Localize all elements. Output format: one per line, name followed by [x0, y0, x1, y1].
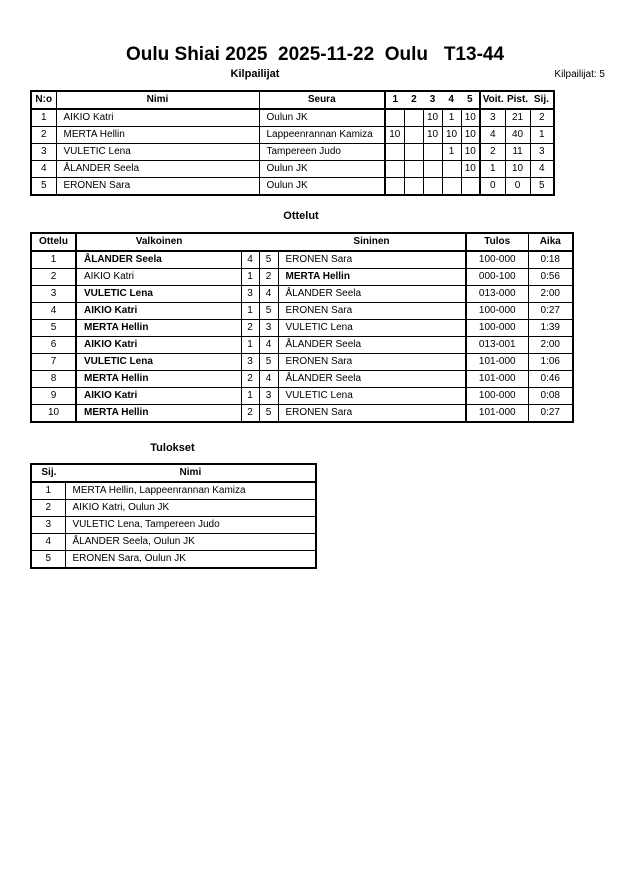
- sininen-number: 5: [259, 354, 278, 371]
- placement: 5: [530, 178, 554, 196]
- col-header-valkoinen: Valkoinen: [135, 236, 183, 247]
- valkoinen-number: 3: [241, 286, 259, 303]
- valkoinen-name: AIKIO Katri: [76, 303, 241, 320]
- match-number: 7: [31, 354, 76, 371]
- match-number: 2: [31, 269, 76, 286]
- score-vs-1: [385, 144, 404, 161]
- competitor-no: 1: [31, 109, 56, 127]
- sininen-name: VULETIC Lena: [278, 320, 466, 337]
- sininen-number: 5: [259, 251, 278, 269]
- result-placement: 1: [31, 482, 65, 500]
- sininen-name: ÅLANDER Seela: [278, 286, 466, 303]
- col-headers-sides: [76, 233, 466, 251]
- col-headers-stats: [480, 91, 554, 109]
- valkoinen-name: ÅLANDER Seela: [76, 251, 241, 269]
- match-time: 0:18: [528, 251, 573, 269]
- competitor-club: Lappeenrannan Kamiza: [259, 127, 385, 144]
- score-vs-1: [385, 178, 404, 196]
- competitors-count: Kilpailijat: 5: [554, 69, 605, 80]
- col-header-1: 1: [392, 94, 399, 105]
- result-placement: 4: [31, 534, 65, 551]
- result-name: ERONEN Sara, Oulun JK: [65, 551, 316, 569]
- match-number: 9: [31, 388, 76, 405]
- col-header-no: N:o: [31, 91, 56, 109]
- tulokset-header-row: [31, 464, 316, 482]
- score-vs-1: 10: [385, 127, 404, 144]
- competitor-name: VULETIC Lena: [56, 144, 259, 161]
- match-result: 013-000: [466, 286, 528, 303]
- sininen-name: ÅLANDER Seela: [278, 337, 466, 354]
- ottelut-row: [31, 388, 573, 405]
- placement: 1: [530, 127, 554, 144]
- sininen-number: 5: [259, 303, 278, 320]
- match-time: 0:46: [528, 371, 573, 388]
- ottelut-table: [30, 232, 574, 423]
- wins: 3: [480, 109, 505, 127]
- competitor-no: 4: [31, 161, 56, 178]
- match-number: 3: [31, 286, 76, 303]
- valkoinen-name: AIKIO Katri: [76, 388, 241, 405]
- competitor-name: ERONEN Sara: [56, 178, 259, 196]
- match-time: 0:27: [528, 303, 573, 320]
- col-header-numbers-spacer: [241, 234, 278, 250]
- score-vs-4: 10: [442, 127, 461, 144]
- match-result: 000-100: [466, 269, 528, 286]
- valkoinen-name: VULETIC Lena: [76, 286, 241, 303]
- ottelut-section-title: Ottelut: [283, 210, 319, 222]
- ottelut-row: [31, 371, 573, 388]
- col-header-4: 4: [448, 94, 454, 105]
- kilpailijat-row: [31, 178, 554, 196]
- score-vs-2: [404, 161, 423, 178]
- result-placement: 3: [31, 517, 65, 534]
- match-time: 0:27: [528, 405, 573, 423]
- valkoinen-name: AIKIO Katri: [76, 269, 241, 286]
- sininen-number: 3: [259, 320, 278, 337]
- competitor-no: 2: [31, 127, 56, 144]
- kilpailijat-row: [31, 161, 554, 178]
- sininen-number: 5: [259, 405, 278, 423]
- score-vs-3: 10: [423, 109, 442, 127]
- placement: 4: [530, 161, 554, 178]
- col-headers-opponents: [385, 91, 480, 109]
- competitor-name: AIKIO Katri: [56, 109, 259, 127]
- competitor-club: Oulun JK: [259, 109, 385, 127]
- match-result: 100-000: [466, 303, 528, 320]
- col-header-nimi: Nimi: [179, 467, 202, 478]
- wins: 4: [480, 127, 505, 144]
- sininen-number: 3: [259, 388, 278, 405]
- col-header-5: 5: [466, 94, 473, 105]
- kilpailijat-row: [31, 109, 554, 127]
- score-vs-1: [385, 109, 404, 127]
- col-headers-tulokset: [31, 464, 316, 482]
- col-header-sij: Sij.: [533, 94, 549, 105]
- col-header-3: 3: [429, 94, 436, 105]
- competitor-club: Oulun JK: [259, 161, 385, 178]
- kilpailijat-row: [31, 144, 554, 161]
- sininen-number: 4: [259, 337, 278, 354]
- valkoinen-number: 1: [241, 337, 259, 354]
- sininen-name: ÅLANDER Seela: [278, 371, 466, 388]
- sininen-name: ERONEN Sara: [278, 303, 466, 320]
- score-vs-4: [442, 161, 461, 178]
- match-time: 0:08: [528, 388, 573, 405]
- competitor-club: Oulun JK: [259, 178, 385, 196]
- match-result: 100-000: [466, 320, 528, 337]
- match-result: 101-000: [466, 354, 528, 371]
- score-vs-3: 10: [423, 127, 442, 144]
- ottelut-row: [31, 269, 573, 286]
- score-vs-3: [423, 161, 442, 178]
- match-number: 1: [31, 251, 76, 269]
- match-time: 0:56: [528, 269, 573, 286]
- sininen-number: 4: [259, 286, 278, 303]
- ottelut-row: [31, 286, 573, 303]
- result-name: MERTA Hellin, Lappeenrannan Kamiza: [65, 482, 316, 500]
- result-name: ÅLANDER Seela, Oulun JK: [65, 534, 316, 551]
- ottelut-row: [31, 405, 573, 423]
- ottelut-row: [31, 320, 573, 337]
- score-vs-2: [404, 144, 423, 161]
- tulokset-section-title: Tulokset: [150, 442, 195, 454]
- col-header-sininen: Sininen: [353, 236, 390, 247]
- match-number: 5: [31, 320, 76, 337]
- match-number: 4: [31, 303, 76, 320]
- sininen-number: 4: [259, 371, 278, 388]
- score-vs-5: 10: [461, 144, 480, 161]
- sininen-name: ERONEN Sara: [278, 405, 466, 423]
- tulokset-table: [30, 463, 317, 569]
- kilpailijat-section-title: Kilpailijat: [230, 68, 280, 80]
- wins: 2: [480, 144, 505, 161]
- points: 0: [505, 178, 530, 196]
- kilpailijat-row: [31, 127, 554, 144]
- valkoinen-name: MERTA Hellin: [76, 371, 241, 388]
- valkoinen-number: 4: [241, 251, 259, 269]
- valkoinen-number: 2: [241, 320, 259, 337]
- valkoinen-number: 2: [241, 405, 259, 423]
- tulokset-row: [31, 551, 316, 569]
- competitor-name: MERTA Hellin: [56, 127, 259, 144]
- score-vs-5: [461, 178, 480, 196]
- valkoinen-number: 1: [241, 269, 259, 286]
- match-time: 1:39: [528, 320, 573, 337]
- valkoinen-number: 3: [241, 354, 259, 371]
- col-header-sij: Sij.: [41, 467, 57, 478]
- ottelut-row: [31, 354, 573, 371]
- match-number: 6: [31, 337, 76, 354]
- tulokset-row: [31, 500, 316, 517]
- points: 11: [505, 144, 530, 161]
- result-name: VULETIC Lena, Tampereen Judo: [65, 517, 316, 534]
- col-header-seura: Seura: [259, 91, 385, 109]
- competitor-no: 3: [31, 144, 56, 161]
- match-time: 2:00: [528, 286, 573, 303]
- sininen-name: ERONEN Sara: [278, 251, 466, 269]
- match-time: 2:00: [528, 337, 573, 354]
- result-placement: 2: [31, 500, 65, 517]
- points: 10: [505, 161, 530, 178]
- valkoinen-name: MERTA Hellin: [76, 405, 241, 423]
- wins: 0: [480, 178, 505, 196]
- score-vs-4: 1: [442, 109, 461, 127]
- ottelut-row: [31, 303, 573, 320]
- score-vs-5: 10: [461, 109, 480, 127]
- match-result: 101-000: [466, 371, 528, 388]
- valkoinen-number: 2: [241, 371, 259, 388]
- col-header-ottelu: Ottelu: [31, 233, 76, 251]
- match-result: 100-000: [466, 388, 528, 405]
- match-result: 013-001: [466, 337, 528, 354]
- points: 40: [505, 127, 530, 144]
- ottelut-header-row: [31, 233, 573, 251]
- col-header-pist: Pist.: [506, 94, 529, 105]
- placement: 3: [530, 144, 554, 161]
- tulokset-row: [31, 482, 316, 500]
- score-vs-2: [404, 178, 423, 196]
- sininen-name: ERONEN Sara: [278, 354, 466, 371]
- valkoinen-number: 1: [241, 388, 259, 405]
- tulokset-row: [31, 517, 316, 534]
- score-vs-5: 10: [461, 161, 480, 178]
- valkoinen-name: MERTA Hellin: [76, 320, 241, 337]
- valkoinen-number: 1: [241, 303, 259, 320]
- kilpailijat-table: [30, 90, 555, 196]
- score-vs-3: [423, 178, 442, 196]
- col-header-voit: Voit.: [482, 94, 504, 105]
- sininen-name: VULETIC Lena: [278, 388, 466, 405]
- valkoinen-name: AIKIO Katri: [76, 337, 241, 354]
- result-placement: 5: [31, 551, 65, 569]
- match-time: 1:06: [528, 354, 573, 371]
- wins: 1: [480, 161, 505, 178]
- match-number: 8: [31, 371, 76, 388]
- score-vs-4: [442, 178, 461, 196]
- valkoinen-name: VULETIC Lena: [76, 354, 241, 371]
- competitor-name: ÅLANDER Seela: [56, 161, 259, 178]
- score-vs-4: 1: [442, 144, 461, 161]
- result-name: AIKIO Katri, Oulun JK: [65, 500, 316, 517]
- sininen-name: MERTA Hellin: [278, 269, 466, 286]
- match-number: 10: [31, 405, 76, 423]
- points: 21: [505, 109, 530, 127]
- score-vs-5: 10: [461, 127, 480, 144]
- sininen-number: 2: [259, 269, 278, 286]
- tulokset-row: [31, 534, 316, 551]
- score-vs-2: [404, 127, 423, 144]
- ottelut-row: [31, 337, 573, 354]
- competitor-no: 5: [31, 178, 56, 196]
- col-header-tulos: Tulos: [466, 233, 528, 251]
- score-vs-3: [423, 144, 442, 161]
- kilpailijat-header-row: [31, 91, 554, 109]
- placement: 2: [530, 109, 554, 127]
- col-header-nimi: Nimi: [56, 91, 259, 109]
- page-title: Oulu Shiai 2025 2025-11-22 Oulu T13-44: [125, 44, 505, 65]
- match-result: 101-000: [466, 405, 528, 423]
- col-header-aika: Aika: [528, 233, 573, 251]
- score-vs-2: [404, 109, 423, 127]
- match-result: 100-000: [466, 251, 528, 269]
- score-vs-1: [385, 161, 404, 178]
- col-header-2: 2: [411, 94, 417, 105]
- ottelut-row: [31, 251, 573, 269]
- competitor-club: Tampereen Judo: [259, 144, 385, 161]
